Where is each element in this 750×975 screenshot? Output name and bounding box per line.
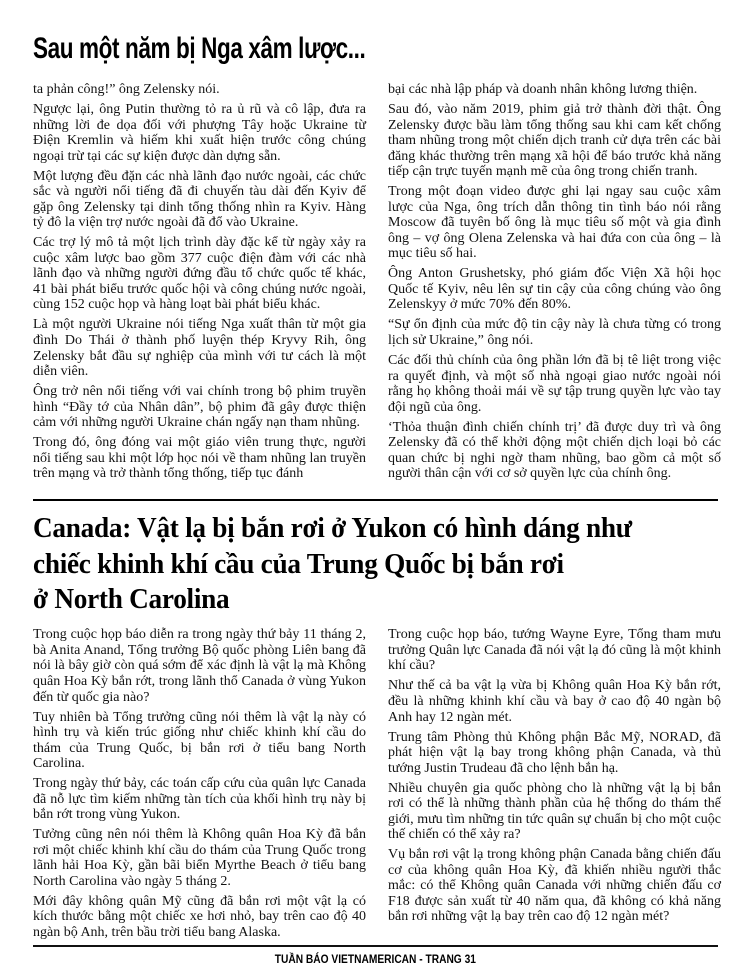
headline-line: ở North Carolina <box>33 583 230 615</box>
paragraph: Tưởng cũng nên nói thêm là Không quân Hoa Kỳ đã bắn rơi một chiếc khinh khí cầu do thám của Trung Quốc trong lãnh hải Hoa Kỳ, gần bãi biển Myrthe Beach ở tiểu bang North Carolina vào ngày 5 tháng 2. <box>33 827 366 889</box>
paragraph: Như thế cả ba vật lạ vừa bị Không quân Hoa Kỳ bắn rớt, đều là những khinh khí cầu và bay ở cao độ 40 ngàn bộ Anh hay 12 ngàn mét. <box>388 678 721 725</box>
paragraph: Là một người Ukraine nói tiếng Nga xuất thân từ một gia đình Do Thái ở thành phố luyện thép Kryvy Rih, ông Zelensky bắt đầu sự nghiệp của mình với tư cách là một diễn viên. <box>33 317 366 380</box>
paragraph: ‘Thỏa thuận đình chiến chính trị’ đã được duy trì và ông Zelensky đã có thể khởi động một chiến dịch loại bỏ các quan chức bị nghi ngờ tham nhũng, bao gồm cả một số người thân cận với cơ sở quyền lực của chính ông. <box>388 419 721 482</box>
paragraph: Các đối thủ chính của ông phần lớn đã bị tê liệt trong việc ra quyết định, và một số nhà ngoại giao nước ngoài nói rằng họ không thoải mái về sự tập trung quyền lực vào tay đội ngũ của ông. <box>388 353 721 415</box>
paragraph: Sau đó, vào năm 2019, phim giả trở thành đời thật. Ông Zelensky được bầu làm tổng thống sau khi cam kết chống tham nhũng trong một chiến dịch tranh cử dựa trên các bài đăng khác thường trên mạng xã hội để báo trước khả năng tiếp cận trực tuyến mạnh mẽ của ông trong chiến tranh. <box>388 102 721 180</box>
paragraph: Một lượng đều đặn các nhà lãnh đạo nước ngoài, các chức sắc và người nổi tiếng đã đi chuyến tàu dài đến Kyiv để gặp ông Zelensky tại dinh tổng thống nhìn ra Kyiv. Hàng tỷ đô la viện trợ nước ngoài đã đổ vào Ukraine. <box>33 168 366 231</box>
paragraph: Trung tâm Phòng thủ Không phận Bắc Mỹ, NORAD, đã phát hiện vật lạ bay trong không phận Canada, và thủ tướng Justin Trudeau đã cho lệnh bắn hạ. <box>388 729 721 776</box>
paragraph: Nhiều chuyên gia quốc phòng cho là những vật lạ bị bắn rơi có thể là những thành phần của hệ thống do thám thế giới, mưu tìm những tin tức quân sự chuẩn bị cho một cuộc thế chiến có thể xảy ra? <box>388 780 721 843</box>
paragraph: Mới đây không quân Mỹ cũng đã bắn rơi một vật lạ có kích thước bằng một chiếc xe hơi nhỏ, bay trên cao độ 40 ngàn bộ Anh, trên bầu trời tiểu bang Alaska. <box>33 893 366 940</box>
paragraph: Trong một đoạn video được ghi lại ngay sau cuộc xâm lược của Nga, ông trích dẫn thông tin tình báo nói rằng Moscow đã tuyên bố ông là mục tiêu số một và gia đình ông – vợ ông Olena Zelenska và hai đứa con của ông – là mục tiêu số hai. <box>388 184 721 262</box>
footer-text: TUẦN BÁO VIETNAMERICAN - TRANG 31 <box>274 951 477 966</box>
article2-headline <box>33 511 718 617</box>
article2-left-column <box>33 627 366 945</box>
article1-left-column <box>33 82 366 486</box>
paragraph: ta phản công!” ông Zelensky nói. <box>33 82 220 97</box>
paragraph: Ông Anton Grushetsky, phó giám đốc Viện Xã hội học Quốc tế Kyiv, nêu lên sự tin cậy của công chúng vào ông Zelenskyy ở mức 70% đến 80%. <box>388 266 721 313</box>
paragraph: Ngược lại, ông Putin thường tỏ ra ủ rũ và cô lập, đưa ra những lời đe dọa đối với phượng Tây hoặc Ukraine từ Điện Kremlin và hiếm khi xuất hiện trước công chúng ngoại trừ tại các sự kiện được dàn dựng sẵn. <box>33 102 366 164</box>
article-canada <box>33 509 721 945</box>
article-zelensky <box>33 26 721 486</box>
headline-line: chiếc khinh khí cầu của Trung Quốc bị bắn rơi <box>33 547 564 580</box>
article1-headline: Sau một năm bị Nga xâm lược... <box>33 32 366 65</box>
paragraph: Trong ngày thứ bảy, các toán cấp cứu của quân lực Canada đã nỗ lực tìm kiếm những tàn tích của khối hình trụ này bị bắn rớt trong vùng Yukon. <box>33 776 366 823</box>
article-divider-rule <box>33 499 718 501</box>
paragraph: bại các nhà lập pháp và doanh nhân không lương thiện. <box>388 82 698 97</box>
paragraph: Các trợ lý mô tả một lịch trình dày đặc kể từ ngày xảy ra cuộc xâm lược bao gồm 377 cuộc điện đàm với các nhà lãnh đạo và những người đứng đầu tổ chức quốc tế khác, 41 bài phát biểu trước quốc hội và công chúng nước ngoài, cùng 152 cuộc họp và hàng loạt bài phát biểu khác. <box>33 235 366 313</box>
paragraph: “Sự ổn định của mức độ tin cậy này là chưa từng có trong lịch sử Ukraine,” ông nói. <box>388 317 721 348</box>
page-footer <box>33 945 718 970</box>
article1-columns <box>33 82 721 486</box>
article1-right-column <box>388 82 721 486</box>
article2-right-column <box>388 627 721 945</box>
paragraph: Trong cuộc họp báo diễn ra trong ngày thứ bảy 11 tháng 2, bà Anita Anand, Tổng trưởng Bộ quốc phòng Liên bang đã nói là bây giờ còn quá sớm để xác định là vật lạ mà Không quân Hoa Kỳ bắn rớt, trong lãnh thổ Canada ở vùng Yukon đến từ quốc gia nào? <box>33 627 366 705</box>
headline-line: Canada: Vật lạ bị bắn rơi ở Yukon có hình dáng như <box>33 512 632 545</box>
paragraph: Vụ bắn rơi vật lạ trong không phận Canada bằng chiến đấu cơ của không quân Hoa Kỳ, đã khiến nhiều người thắc mắc: có thể Không quân Canada với những chiến đấu cơ F18 được sản xuất từ 40 năm qua, đã không có khả năng bắn rơi những vật lạ bay trên cao độ 12 ngàn mét? <box>388 847 721 925</box>
paragraph: Ông trở nên nổi tiếng với vai chính trong bộ phim truyền hình “Đầy tớ của Nhân dân”, bộ phim đã gây được thiện cảm với những người Ukraine chán ngấy nạn tham nhũng. <box>33 384 366 431</box>
article2-columns <box>33 627 721 945</box>
paragraph: Tuy nhiên bà Tổng trưởng cũng nói thêm là vật lạ này có hình trụ và kiến trúc giống như chiếc khinh khí cầu do thám của Trung Quốc, bị bắn rơi ở tiểu bang North Carolina. <box>33 709 366 772</box>
paragraph: Trong cuộc họp báo, tướng Wayne Eyre, Tổng tham mưu trưởng Quân lực Canada đã nói vật lạ đó cũng là một khinh khí cầu? <box>388 627 721 674</box>
paragraph: Trong đó, ông đóng vai một giáo viên trung thực, người nổi tiếng sau khi một lớp học nói về tham nhũng lan truyền trên mạng và trở thành tổng thống, tiếp tục đánh <box>33 435 366 482</box>
